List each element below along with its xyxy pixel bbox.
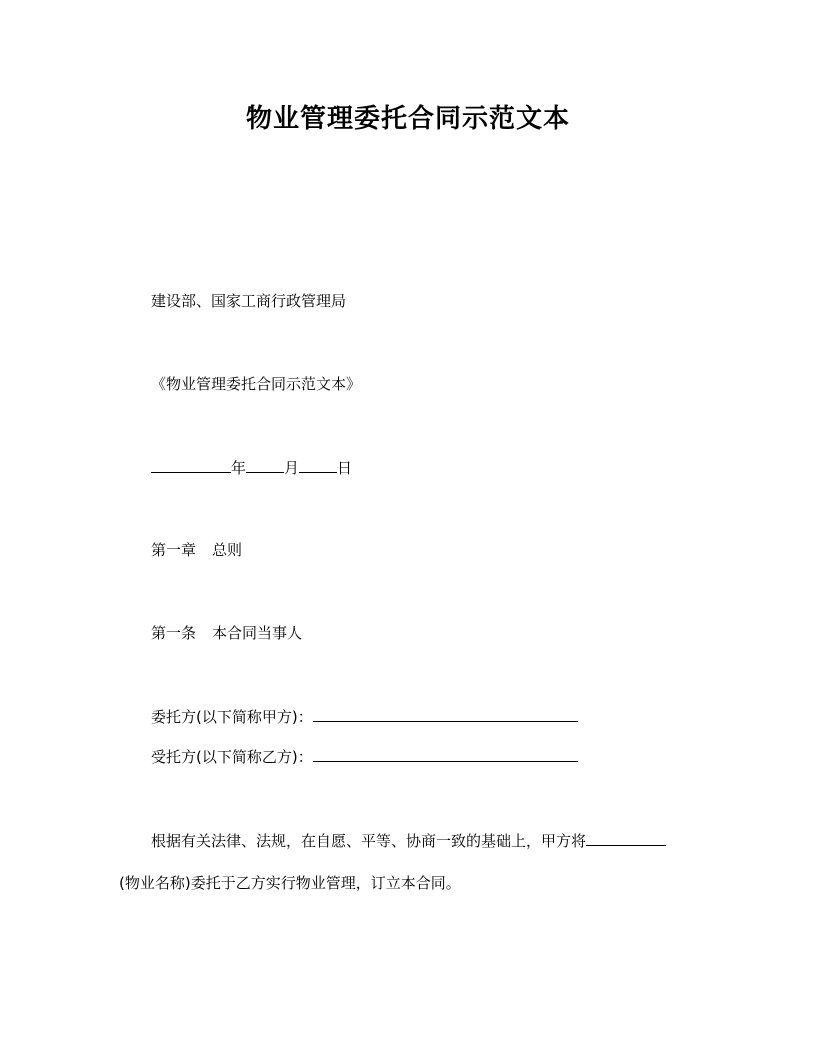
article-number: 第一条 [151,624,197,642]
document-name-line: 《物业管理委托合同示范文本》 [151,375,362,393]
party-a-blank[interactable] [313,706,578,722]
day-blank[interactable] [299,457,337,473]
party-b-label: 受托方(以下简称乙方)： [151,748,313,766]
body-paragraph-line2: (物业名称)委托于乙方实行物业管理，订立本合同。 [119,874,461,892]
month-label: 月 [284,459,300,477]
party-b-line [151,746,578,767]
party-a-label: 委托方(以下简称甲方)： [151,708,313,726]
property-name-blank[interactable] [586,830,666,846]
issuer-line: 建设部、国家工商行政管理局 [151,292,347,310]
body-paragraph-line1 [151,830,666,851]
year-blank[interactable] [151,457,231,473]
party-b-blank[interactable] [313,746,578,762]
date-line [151,457,352,478]
party-a-line [151,706,578,727]
month-blank[interactable] [246,457,284,473]
chapter-name: 总则 [212,541,243,559]
chapter-heading [151,540,242,560]
document-title: 物业管理委托合同示范文本 [245,104,570,134]
day-label: 日 [337,459,353,477]
body-text-1: 根据有关法律、法规，在自愿、平等、协商一致的基础上，甲方将 [151,832,587,850]
article-name: 本合同当事人 [212,624,303,642]
year-label: 年 [231,459,247,477]
article-heading [151,623,302,643]
chapter-number: 第一章 [151,541,197,559]
